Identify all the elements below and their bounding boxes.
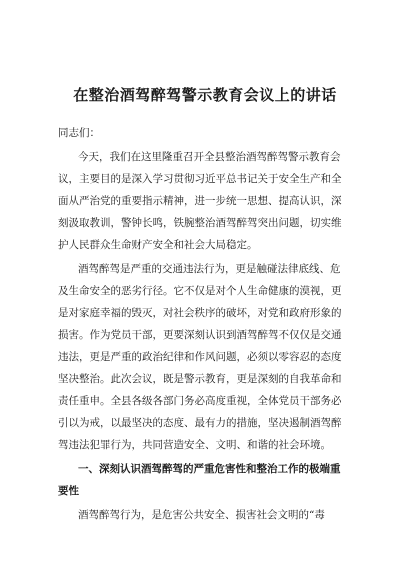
salutation: 同志们： (58, 127, 100, 139)
paragraph-line: 及生命安全的恶劣行径。它不仅是对个人生命健康的漠视，更 (58, 285, 342, 297)
paragraph-line: 酒驾醉驾是严重的交通违法行为，更是触碰法律底线、危 (78, 263, 341, 275)
document-title: 在整治酒驾醉驾警示教育会议上的讲话 (73, 86, 337, 104)
paragraph-line: 损害。作为党员干部，更要深刻认识到酒驾醉驾不仅仅是交通 (58, 329, 342, 341)
paragraph-line: 面从严治党的重要指示精神，进一步统一思想、提高认识，深 (58, 195, 342, 207)
paragraph-line: 议，主要目的是深入学习贯彻习近平总书记关于安全生产和全 (58, 173, 342, 185)
paragraph-line: 护人民群众生命财产安全和社会大局稳定。 (58, 239, 258, 251)
paragraph-line: 今天，我们在这里隆重召开全县整治酒驾醉驾警示教育会 (78, 151, 341, 163)
paragraph-line: 违法，更是严重的政治纪律和作风问题，必须以零容忍的态度 (58, 351, 342, 363)
paragraph-line: 驾违法犯罪行为，共同营造安全、文明、和谐的社会环境。 (58, 439, 331, 451)
section-heading: 一、深刻认识酒驾醉驾的严重危害性和整治工作的极端重 (78, 463, 341, 475)
paragraph-line: 责任重申。全县各级各部门务必高度重视，全体党员干部务必 (58, 395, 342, 407)
paragraph-line: 刻汲取教训，警钟长鸣，铁腕整治酒驾醉驾突出问题，切实维 (58, 217, 342, 229)
section-heading-continued: 要性 (58, 485, 79, 497)
paragraph-line: 酒驾醉驾行为，是危害公共安全、损害社会文明的“毒 (78, 509, 325, 521)
paragraph-line: 引以为戒，以最坚决的态度、最有力的措施，坚决遏制酒驾醉 (58, 417, 342, 429)
paragraph-line: 坚决整治。此次会议，既是警示教育，更是深刻的自我革命和 (58, 373, 342, 385)
paragraph-line: 是对家庭幸福的毁灭，对社会秩序的破坏，对党和政府形象的 (58, 307, 342, 319)
